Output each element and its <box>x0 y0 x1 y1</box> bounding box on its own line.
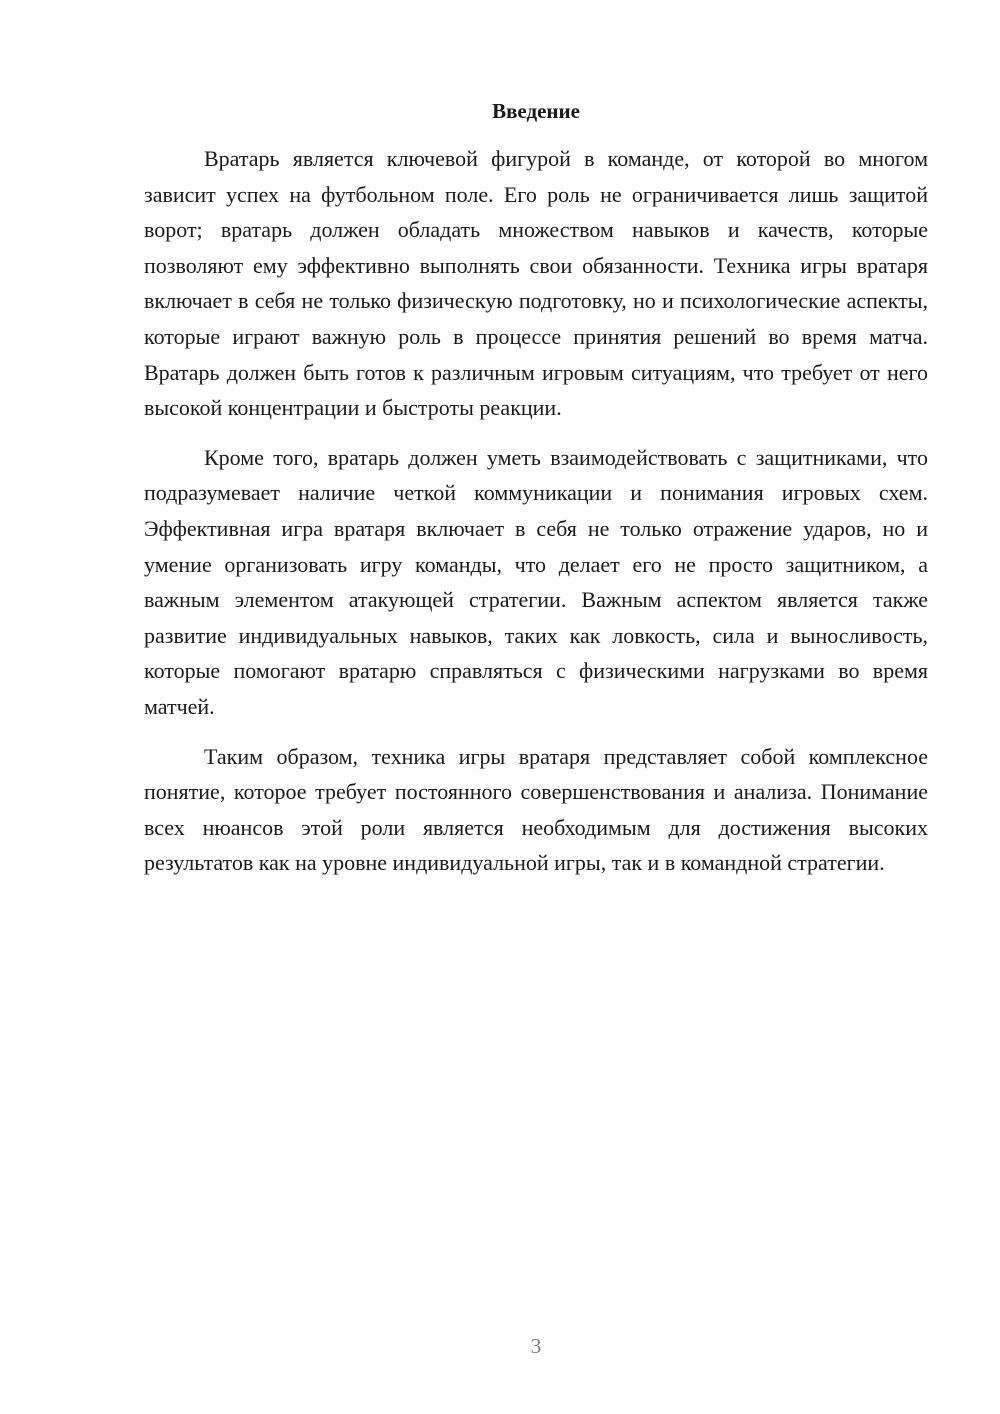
paragraph-conclusion: Таким образом, техника игры вратаря представляет собой комплексное понятие, которое требует постоянного совершенствования и анализа. Понимание всех нюансов этой роли является необходимым для достижения высоких результатов как на уровне индивидуальной игры, так и в командной стратегии. <box>144 743 928 876</box>
paragraph-interaction: Кроме того, вратарь должен уметь взаимодействовать с защитниками, что подразумевает наличие четкой коммуникации и понимания игровых схем. Эффективная игра вратаря включает в себя не только отражение ударов, но и умение организовать игру команды, что делает его не просто защитником, а важным элементом атакующей стратегии. Важным аспектом является также развитие индивидуальных навыков, таких как ловкость, сила и выносливость, которые помогают вратарю справляться с физическими нагрузками во время матчей. <box>144 444 928 719</box>
page-number: 3 <box>530 1334 542 1358</box>
paragraph-intro: Вратарь является ключевой фигурой в команде, от которой во многом зависит успех на футбольном поле. Его роль не ограничивается лишь защитой ворот; вратарь должен обладать множеством навыков и качеств, которые позволяют ему эффективно выполнять свои обязанности. Техника игры вратаря включает в себя не только физическую подготовку, но и психологические аспекты, которые играют важную роль в процессе принятия решений во время матча. Вратарь должен быть готов к различным игровым ситуациям, что требует от него высокой концентрации и быстроты реакции. <box>144 146 928 421</box>
page-title: Введение <box>492 99 580 123</box>
body-text <box>144 141 928 895</box>
